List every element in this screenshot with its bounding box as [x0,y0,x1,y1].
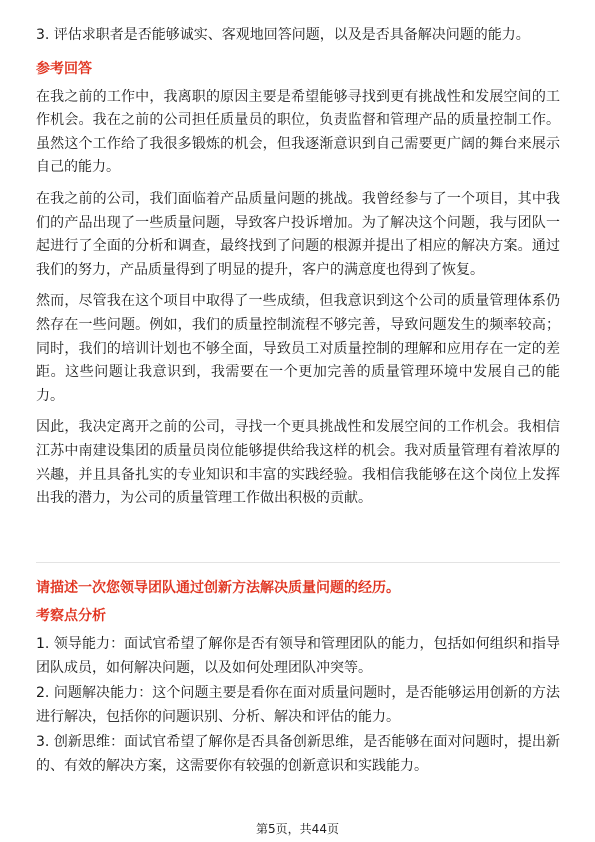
analysis-point-2: 2. 问题解决能力：这个问题主要是看你在面对质量问题时，是否能够运用创新的方法进行解决，包括你的问题识别、分析、解决和评估的能力。 [36,685,560,725]
analysis-point-3: 3. 评估求职者是否能够诚实、客观地回答问题，以及是否具备解决问题的能力。 [36,27,530,43]
answer-heading: 参考回答 [36,60,92,77]
section-next-question [36,577,560,781]
section-divider [36,562,560,563]
answer-paragraph-2: 在我之前的公司，我们面临着产品质量问题的挑战。我曾经参与了一个项目，其中我们的产品出现了一些质量问题，导致客户投诉增加。为了解决这个问题，我与团队一起进行了全面的分析和调查，最终找到了问题的根源并提出了相应的解决方案。通过我们的努力，产品质量得到了明显的提升，客户的满意度也得到了恢复。 [36,190,560,278]
answer-paragraph-3: 然而，尽管我在这个项目中取得了一些成绩，但我意识到这个公司的质量管理体系仍然存在一些问题。例如，我们的质量控制流程不够完善，导致问题发生的频率较高；同时，我们的培训计划也不够全面，导致员工对质量控制的理解和应用存在一定的差距。这些问题让我意识到，我需要在一个更加完善的质量管理环境中发展自己的能力。 [36,293,560,404]
page-number: 第5页，共44页 [256,822,339,836]
section-previous-question [36,24,560,519]
analysis-heading: 考察点分析 [36,608,106,624]
answer-paragraph-1: 在我之前的工作中，我离职的原因主要是希望能够寻找到更有挑战性和发展空间的工作机会。我在之前的公司担任质量员的职位，负责监督和管理产品的质量控制工作。虽然这个工作给了我很多锻炼的机会，但我逐渐意识到自己需要更广阔的舞台来展示自己的能力。 [36,88,560,176]
question-title: 请描述一次您领导团队通过创新方法解决质量问题的经历。 [36,580,400,596]
answer-paragraph-4: 因此，我决定离开之前的公司，寻找一个更具挑战性和发展空间的工作机会。我相信江苏中南建设集团的质量员岗位能够提供给我这样的机会。我对质量管理有着浓厚的兴趣，并且具备扎实的专业知识和丰富的实践经验。我相信我能够在这个岗位上发挥出我的潜力，为公司的质量管理工作做出积极的贡献。 [36,419,560,507]
analysis-point-3b: 3. 创新思维：面试官希望了解你是否具备创新思维，是否能够在面对问题时，提出新的、有效的解决方案，这需要你有较强的创新意识和实践能力。 [36,734,560,774]
analysis-point-1: 1. 领导能力：面试官希望了解你是否有领导和管理团队的能力，包括如何组织和指导团队成员，如何解决问题，以及如何处理团队冲突等。 [36,636,560,676]
